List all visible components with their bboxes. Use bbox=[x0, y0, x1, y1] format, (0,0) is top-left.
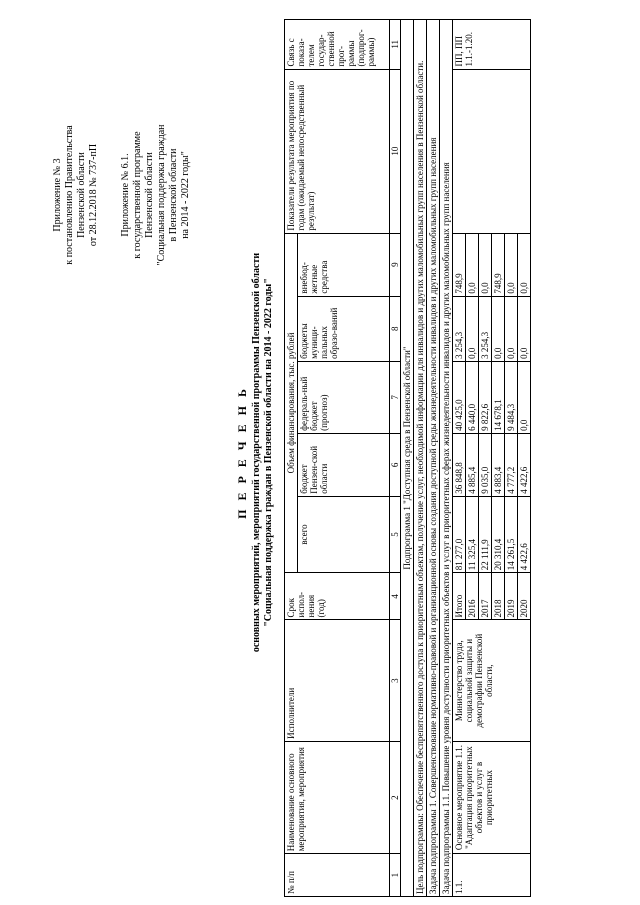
year-cell: 2017 bbox=[479, 573, 492, 620]
colnum: 10 bbox=[390, 69, 401, 233]
appendix-line: "Социальная поддержка граждан bbox=[156, 124, 167, 266]
hdr-federal: федераль-ный бюджет (прогноз) bbox=[298, 361, 390, 433]
appendix-line: в Пензенской области bbox=[168, 148, 179, 242]
appendix-line: на 2014 - 2022 годы" bbox=[180, 151, 191, 239]
year-cell: Итого bbox=[453, 573, 466, 620]
total-cell: 4 422,6 bbox=[518, 496, 531, 572]
subprogram-task: Задача подпрограммы 1. Совершенствование нормативно-правовой и организационной основы создания доступной среды жизнедеятельности инвалидов и других маломобильных групп населения bbox=[427, 20, 440, 897]
subprogram-row bbox=[401, 20, 414, 897]
federal-cell: 9 822,6 bbox=[479, 361, 492, 433]
hdr-total: всего bbox=[298, 496, 390, 572]
measures-table bbox=[284, 19, 531, 897]
row-link: ПП, ПП 1.1.-1.20. bbox=[453, 20, 531, 70]
total-cell: 22 111,9 bbox=[479, 496, 492, 572]
federal-cell: 9 484,3 bbox=[505, 361, 518, 433]
federal-cell: 14 678,1 bbox=[492, 361, 505, 433]
regional-cell: 9 035,0 bbox=[479, 433, 492, 496]
appendix-line: Приложение № 6.1. bbox=[120, 153, 131, 237]
year-cell: 2016 bbox=[466, 573, 479, 620]
extra-cell: 748,9 bbox=[492, 233, 505, 296]
header-row bbox=[285, 20, 298, 897]
extra-cell: 0,0 bbox=[479, 233, 492, 296]
hdr-extra: внебюд-жетные средства bbox=[298, 233, 390, 296]
municipal-cell: 3 254,3 bbox=[479, 296, 492, 361]
title-main: П Е Р Е Ч Е Н Ь bbox=[235, 386, 249, 519]
municipal-cell: 0,0 bbox=[492, 296, 505, 361]
subprogram-title: Подпрограмма 1 "Доступная среда в Пензенской области" bbox=[401, 20, 414, 897]
hdr-num: № п/п bbox=[285, 854, 390, 897]
appendix-line: к постановлению Правительства bbox=[64, 125, 75, 265]
goal-row bbox=[414, 20, 427, 897]
regional-cell: 4 885,4 bbox=[466, 433, 479, 496]
row-num: 1.1. bbox=[453, 854, 531, 897]
total-cell: 81 277,0 bbox=[453, 496, 466, 572]
federal-cell: 40 425,0 bbox=[453, 361, 466, 433]
municipal-cell: 0,0 bbox=[505, 296, 518, 361]
colnum: 6 bbox=[390, 433, 401, 496]
colnum: 9 bbox=[390, 233, 401, 296]
hdr-fin: Объем финансирования, тыс. рублей bbox=[285, 233, 298, 573]
municipal-cell: 3 254,3 bbox=[453, 296, 466, 361]
colnum: 7 bbox=[390, 361, 401, 433]
hdr-exec: Исполнители bbox=[285, 620, 390, 741]
colnum: 11 bbox=[390, 20, 401, 70]
appendix-line: Приложение № 3 bbox=[52, 158, 63, 232]
subprogram-goal: Цель подпрограммы: Обеспечение беспрепятственного доступа к приоритетным объектам, получение услуг, необходимой информации для инвалидов и других маломобильных групп населения в Пензенской области. bbox=[414, 20, 427, 897]
regional-cell: 4 883,4 bbox=[492, 433, 505, 496]
total-cell: 11 325,4 bbox=[466, 496, 479, 572]
hdr-link: Связь с показа-телем государ-ственной прог-раммы (подпрог-раммы) bbox=[285, 20, 390, 70]
hdr-name: Наименование основного мероприятия, мероприятия bbox=[285, 741, 390, 853]
hdr-regional: бюджет Пензен-ской области bbox=[298, 433, 390, 496]
title-sub1: основных мероприятий, мероприятий государственной программы Пензенской области bbox=[251, 252, 262, 653]
year-cell: 2020 bbox=[518, 573, 531, 620]
colnum: 2 bbox=[390, 741, 401, 853]
extra-cell: 0,0 bbox=[505, 233, 518, 296]
indicator-cell bbox=[453, 69, 531, 233]
colnum: 5 bbox=[390, 496, 401, 572]
regional-cell: 36 848,8 bbox=[453, 433, 466, 496]
appendix-line: Пензенской области bbox=[76, 152, 87, 238]
table-row bbox=[453, 20, 466, 897]
hdr-term: Срок испол-нения (год) bbox=[285, 573, 390, 620]
subprogram-task-1-1: Задача подпрограммы 1.1. Повышение уровня доступности приоритетных объектов и услуг в приоритетных сферах жизнедеятельности инвалидов и других маломобильных групп населения bbox=[440, 20, 453, 897]
year-cell: 2018 bbox=[492, 573, 505, 620]
task11-row bbox=[440, 20, 453, 897]
title-sub2: "Социальная поддержка граждан в Пензенской области на 2014 - 2022 годы" bbox=[263, 278, 274, 627]
colnum: 8 bbox=[390, 296, 401, 361]
colnum: 3 bbox=[390, 620, 401, 741]
federal-cell: 0,0 bbox=[518, 361, 531, 433]
hdr-indicators: Показатели результата мероприятия по годам (ожидаемый непосредственный результат) bbox=[285, 69, 390, 233]
hdr-municipal: бюджеты муници-пальных образо-ваний bbox=[298, 296, 390, 361]
year-cell: 2019 bbox=[505, 573, 518, 620]
appendix-3-note bbox=[52, 95, 100, 295]
appendix-line: к государственной программе bbox=[132, 131, 143, 259]
federal-cell: 6 440,0 bbox=[466, 361, 479, 433]
regional-cell: 4 777,2 bbox=[505, 433, 518, 496]
row-exec: Министерство труда, социальной защиты и демографии Пензенской области, bbox=[453, 620, 531, 741]
task-row bbox=[427, 20, 440, 897]
total-cell: 20 310,4 bbox=[492, 496, 505, 572]
colnum: 4 bbox=[390, 573, 401, 620]
total-cell: 14 261,5 bbox=[505, 496, 518, 572]
appendix-line: от 28.12.2018 № 737-пП bbox=[88, 143, 99, 247]
municipal-cell: 0,0 bbox=[518, 296, 531, 361]
extra-cell: 748,9 bbox=[453, 233, 466, 296]
extra-cell: 0,0 bbox=[466, 233, 479, 296]
municipal-cell: 0,0 bbox=[466, 296, 479, 361]
row-name: Основное мероприятие 1.1. "Адаптация приоритетных объектов и услуг в приоритетных bbox=[453, 741, 531, 853]
regional-cell: 4 422,6 bbox=[518, 433, 531, 496]
colnum: 1 bbox=[390, 854, 401, 897]
appendix-6-1-note bbox=[120, 95, 192, 295]
extra-cell: 0,0 bbox=[518, 233, 531, 296]
appendix-line: Пензенской области bbox=[144, 152, 155, 238]
column-numbers-row bbox=[390, 20, 401, 897]
